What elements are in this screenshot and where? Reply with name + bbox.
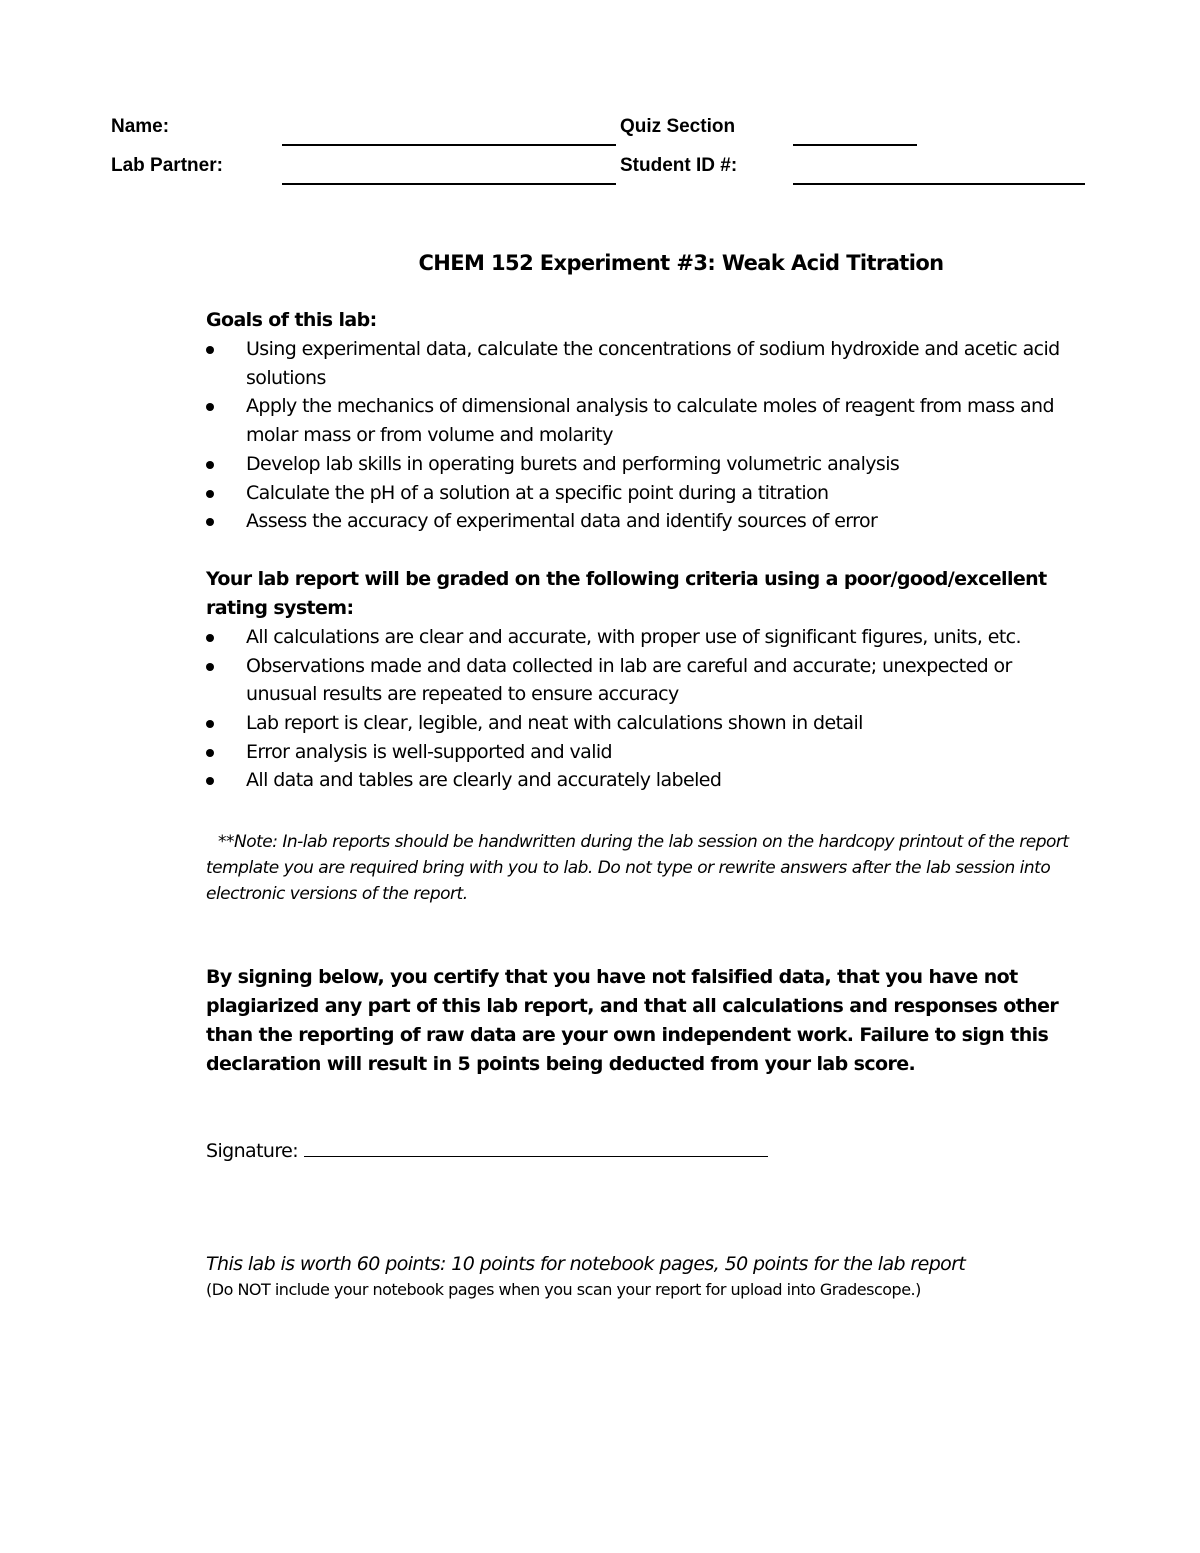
criteria-heading: Your lab report will be graded on the following criteria using a poor/good/excellent rating system: [206,567,1047,619]
list-item: Apply the mechanics of dimensional analysis to calculate moles of reagent from mass and molar mass or from volume and molarity [206,392,1086,449]
name-label: Name: [111,116,170,137]
list-item: Develop lab skills in operating burets and performing volumetric analysis [206,450,1086,479]
name-field[interactable] [282,144,616,146]
handwritten-note: **Note: In-lab reports should be handwritten during the lab session on the hardcopy printout of the report template you are required bring with you to lab. Do not type or rewrite answers after the lab session into electronic versions of the report. [206,832,1069,905]
bullet-icon [206,749,214,757]
quiz-section-label: Quiz Section [620,116,736,137]
page-title [0,248,1082,278]
bullet-icon [206,518,214,526]
signature-field[interactable] [304,1136,768,1157]
list-item: Assess the accuracy of experimental data and identify sources of error [206,507,1086,536]
criteria-list [206,623,1086,795]
list-item: All data and tables are clearly and accurately labeled [206,766,1086,795]
bullet-icon [206,634,214,642]
list-item: All calculations are clear and accurate, with proper use of significant figures, units, etc. [206,623,1086,652]
bullet-icon [206,346,214,354]
bullet-icon [206,777,214,785]
bullet-icon [206,403,214,411]
list-item: Calculate the pH of a solution at a specific point during a titration [206,479,1086,508]
points-note: This lab is worth 60 points: 10 points for notebook pages, 50 points for the lab report [206,1253,966,1276]
quiz-section-field[interactable] [793,144,917,146]
bullet-icon [206,720,214,728]
document-body [206,248,1086,1301]
certification-statement: By signing below, you certify that you have not falsified data, that you have not plagiarized any part of this lab report, and that all calculations and responses other than the reporting of raw data are your own independent work. Failure to sign this declaration will result in 5 points being deducted from your lab score. [206,966,1059,1076]
list-item: Lab report is clear, legible, and neat with calculations shown in detail [206,709,1086,738]
lab-partner-field[interactable] [282,183,616,185]
signature-label: Signature: [206,1140,299,1163]
goals-heading: Goals of this lab: [206,309,377,331]
bullet-icon [206,663,214,671]
bullet-icon [206,490,214,498]
scan-note: (Do NOT include your notebook pages when you scan your report for upload into Gradescope.) [206,1280,921,1300]
page-title-text: CHEM 152 Experiment #3: Weak Acid Titration [418,251,944,275]
lab-partner-label: Lab Partner: [111,155,223,176]
student-id-field[interactable] [793,183,1085,185]
signature-row [206,1136,1086,1166]
list-item: Observations made and data collected in lab are careful and accurate; unexpected or unusual results are repeated to ensure accuracy [206,652,1086,709]
list-item: Using experimental data, calculate the concentrations of sodium hydroxide and acetic acid solutions [206,335,1086,392]
bullet-icon [206,461,214,469]
student-id-label: Student ID #: [620,155,738,176]
goals-list [206,335,1086,536]
list-item: Error analysis is well-supported and valid [206,738,1086,767]
